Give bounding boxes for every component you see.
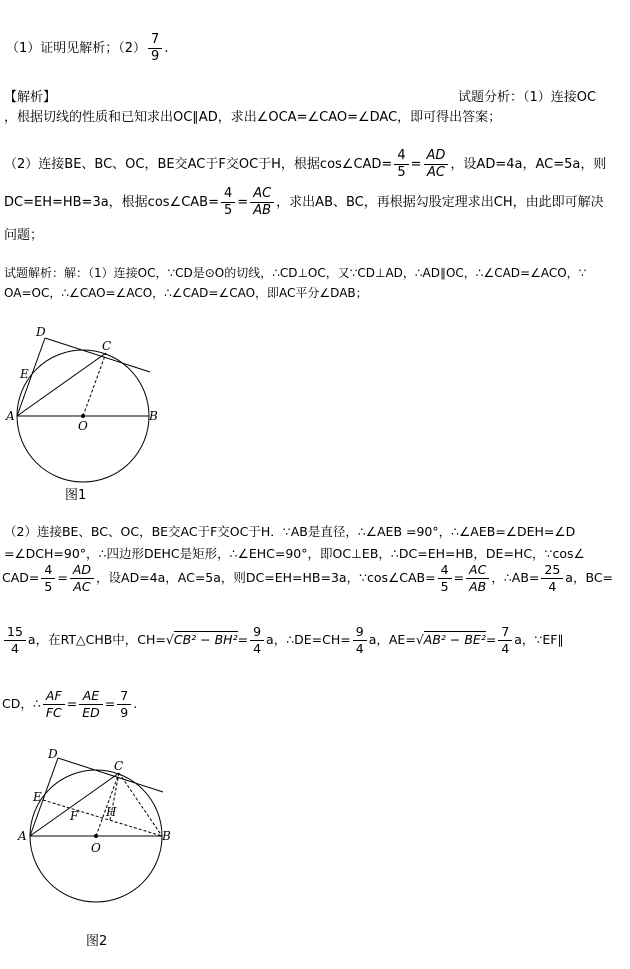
equals-sign: =	[410, 157, 422, 172]
part2-l4-text-a: a，在RT△CHB中，CH=	[27, 632, 166, 647]
analysis-p3-text-a: DC=EH=HB=3a，根据cos∠CAB=	[4, 195, 219, 210]
fraction	[250, 186, 274, 219]
label-h: H	[106, 805, 117, 819]
fraction	[79, 688, 103, 721]
fraction	[43, 688, 65, 721]
answer-suffix: .	[164, 41, 169, 56]
label-f: F	[70, 809, 79, 823]
analysis-p3	[4, 186, 604, 219]
label-a: A	[6, 409, 15, 423]
sqrt-expression: √CB² − BH²	[165, 632, 238, 647]
fraction-numerator: 4	[438, 562, 452, 579]
analysis-p4: 问题；	[4, 228, 44, 243]
dashed-oc	[83, 353, 106, 416]
fraction-denominator: AC	[73, 579, 91, 594]
part2-l5-text-a: CD，∴	[2, 696, 41, 711]
tangent-line	[45, 338, 150, 372]
label-c: C	[102, 339, 112, 353]
part2-line-4	[2, 624, 564, 657]
equals-sign: =	[66, 696, 78, 711]
fraction-numerator: 9	[353, 624, 367, 641]
equals-sign: =	[485, 632, 497, 647]
label-c: C	[114, 759, 124, 773]
part2-l3-text-a: CAD=	[2, 570, 40, 585]
fraction-denominator: 9	[151, 49, 160, 64]
figure-2-diagram	[8, 748, 183, 918]
fraction-denominator: 9	[120, 705, 129, 720]
answer-fraction	[148, 32, 162, 65]
part2-l4-text-d: a，∵EF∥	[514, 632, 564, 647]
part2-line-3	[2, 562, 613, 595]
fraction-numerator: 7	[148, 32, 162, 49]
label-d: D	[48, 748, 58, 761]
fraction-denominator: 5	[397, 165, 406, 180]
fraction-numerator: 9	[250, 624, 264, 641]
equals-sign: =	[453, 570, 465, 585]
fraction-numerator: 4	[41, 562, 55, 579]
sqrt-expression: √AB² − BE²	[415, 632, 486, 647]
fraction-denominator: ED	[82, 705, 100, 720]
fraction-numerator: AC	[250, 186, 274, 203]
solution-line-1: 试题解析：解：（1）连接OC，∵CD是⊙O的切线，∴CD⊥OC，又∵CD⊥AD，∴AD∥OC，∴∠CAD=∠ACO，∵	[4, 266, 587, 280]
analysis-p2	[4, 148, 606, 181]
figure-1-caption: 图1	[65, 488, 87, 503]
analysis-p2-text-b: ，设AD=4a，AC=5a，则	[450, 157, 607, 172]
equals-sign: =	[237, 195, 249, 210]
analysis-p2-text-a: （2）连接BE、BC、OC，BE交AC于F交OC于H，根据cos∠CAD=	[4, 157, 393, 172]
label-e: E	[33, 790, 42, 804]
part2-line-5	[2, 688, 137, 721]
tangent-line	[58, 758, 163, 792]
fraction-numerator: 15	[4, 624, 26, 641]
fraction-denominator: 4	[548, 579, 557, 594]
fraction	[466, 562, 489, 595]
sqrt-radicand: AB² − BE²	[423, 632, 486, 647]
fraction	[541, 562, 563, 595]
fraction-numerator: AC	[466, 562, 489, 579]
fraction-denominator: 4	[355, 641, 364, 656]
fraction	[498, 624, 512, 657]
line-cb	[119, 773, 162, 836]
sqrt-radicand: CB² − BH²	[173, 632, 238, 647]
equals-sign: =	[104, 696, 116, 711]
analysis-p3-text-b: ，求出AB、BC，再根据勾股定理求出CH，由此即可解决	[276, 195, 604, 210]
fraction-numerator: AD	[424, 148, 449, 165]
analysis-line-2: ，根据切线的性质和已知求出OC∥AD，求出∠OCA=∠CAO=∠DAC，即可得出答案；	[4, 110, 502, 125]
fraction-numerator: AD	[70, 562, 94, 579]
figure-1-diagram	[0, 318, 170, 488]
fraction-denominator: AB	[469, 579, 487, 594]
fraction-numerator: 4	[394, 148, 408, 165]
fraction-denominator: 5	[224, 203, 233, 218]
label-a: A	[18, 829, 27, 843]
fraction	[117, 688, 131, 721]
fraction-numerator: 25	[541, 562, 563, 579]
line-ac	[17, 353, 106, 416]
fraction-numerator: AE	[79, 688, 103, 705]
fraction-numerator: 7	[117, 688, 131, 705]
fraction-denominator: 5	[440, 579, 449, 594]
part2-l4-text-c: a，AE=	[368, 632, 416, 647]
fraction	[353, 624, 367, 657]
label-e: E	[20, 367, 29, 381]
part2-l5-text-b: .	[133, 696, 138, 711]
fraction	[394, 148, 408, 181]
fraction-numerator: AF	[43, 688, 65, 705]
fraction-denominator: 4	[501, 641, 510, 656]
answer-line	[6, 32, 168, 65]
fraction-numerator: 7	[498, 624, 512, 641]
fraction	[221, 186, 235, 219]
answer-prefix: （1）证明见解析；（2）	[6, 41, 147, 56]
fraction	[41, 562, 55, 595]
fraction-denominator: AC	[426, 165, 445, 180]
center-point	[94, 834, 98, 838]
center-point	[81, 414, 85, 418]
equals-sign: =	[57, 570, 68, 585]
fraction	[4, 624, 26, 657]
figure-2-caption: 图2	[86, 934, 108, 949]
fraction-numerator: 4	[221, 186, 235, 203]
part2-l4-text-b: a，∴DE=CH=	[266, 632, 351, 647]
fraction	[424, 148, 449, 181]
part2-l3-text-c: ，∴AB=	[491, 570, 540, 585]
fraction-denominator: 4	[10, 641, 19, 656]
dashed-eb	[43, 800, 162, 836]
analysis-header: 【解析】	[4, 90, 57, 105]
label-d: D	[36, 325, 46, 339]
label-o: O	[91, 841, 101, 855]
fraction-denominator: AB	[253, 203, 272, 218]
part2-line-1: （2）连接BE、BC、OC，BE交AC于F交OC于H．∵AB是直径，∴∠AEB =90°，∴∠AEB=∠DEH=∠D	[4, 524, 576, 539]
label-b: B	[162, 829, 171, 843]
fraction	[70, 562, 94, 595]
fraction	[438, 562, 452, 595]
fraction-denominator: 4	[253, 641, 262, 656]
fraction-denominator: FC	[45, 705, 62, 720]
analysis-right-text: 试题分析：（1）连接OC	[458, 90, 597, 105]
part2-line-2: =∠DCH=90°，∴四边形DEHC是矩形，∴∠EHC=90°，即OC⊥EB，∴DC=EH=HB，DE=HC，∵cos∠	[4, 546, 585, 561]
fraction-denominator: 5	[44, 579, 53, 594]
solution-line-2: OA=OC，∴∠CAO=∠ACO，∴∠CAD=∠CAO，即AC平分∠DAB；	[4, 286, 368, 300]
part2-l3-text-d: a，BC=	[565, 570, 614, 585]
part2-l3-text-b: ，设AD=4a，AC=5a，则DC=EH=HB=3a，∵cos∠CAB=	[96, 570, 436, 585]
label-o: O	[78, 419, 88, 433]
label-b: B	[149, 409, 158, 423]
fraction	[250, 624, 264, 657]
equals-sign: =	[237, 632, 249, 647]
